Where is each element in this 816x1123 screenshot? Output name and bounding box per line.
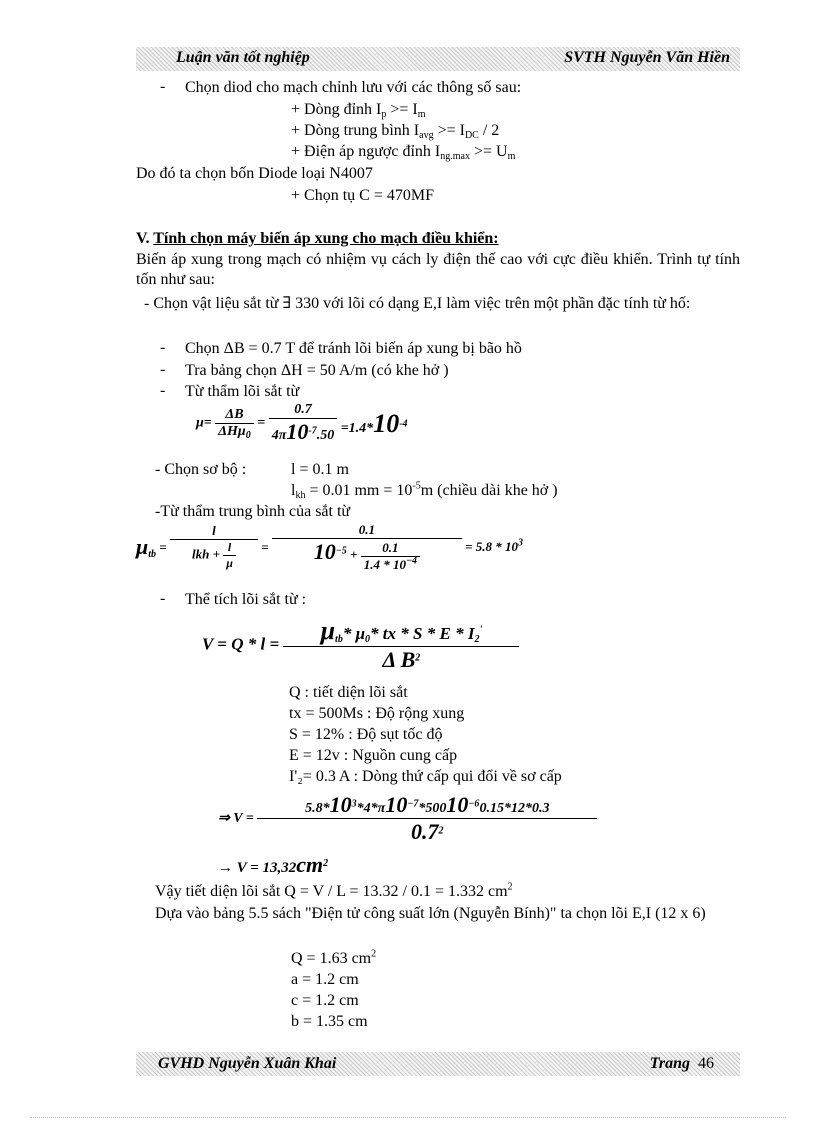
header-student-name: SVTH Nguyễn Văn Hiền [564,49,730,66]
bullet-dash: - [160,361,166,378]
material-paragraph: - Chọn vật liệu sắt từ ∃ 330 với lõi có dạng E,I làm việc trên một phần đặc tính từ hố: [144,295,691,312]
volume-numeric-equation: ⇒ V = $\frac{5.8*10^3*4*\pi 10^{-7}*50010^{-6}0.15*12*0.3}{0.7^2}$ [218,792,597,845]
section-intro-paragraph: Biến áp xung trong mạch có nhiệm vụ cách ly điện thế cao với cực điều khiển. Trình tự tính tốn như sau: [136,251,740,288]
page-footer [136,1052,740,1076]
core-dimension-c: c = 1.2 cm [291,992,359,1009]
section-heading: V. Tính chọn máy biến áp xung cho mạch điều khiển: [136,230,499,247]
core-dimension-a: a = 1.2 cm [291,971,359,988]
diode-criterion-reverse: + Điện áp ngược đỉnh $I_{ng.max} >= U_m$ [291,143,516,162]
core-volume-equation: V = Q * l = $\frac{\mu_{tb}* \mu_0* tx * S * E * I_2'}{\Delta B^2}$ [202,616,519,673]
bullet-dash: - [160,382,166,399]
legend-tx: tx = 500Ms : Độ rộng xung [289,705,465,722]
length-value: l = 0.1 m [291,461,349,478]
diode-choice: Do đó ta chọn bốn Diode loại N4007 [136,165,373,182]
bullet-dash: - [160,339,166,356]
header-thesis-title: Luận văn tốt nghiệp [176,49,310,66]
page-bottom-rule [30,1117,786,1118]
footer-advisor: GVHD Nguyễn Xuân Khai [158,1055,337,1072]
permeability-equation: μ= $\frac{\Delta B}{\Delta H\mu_0}$ = $\frac{0.7}{4\pi 10^{-7}.50}$ $=1.4*10^{-4}$ [196,402,408,444]
core-selection-paragraph: Dựa vào bảng 5.5 sách "Điện tử công suất lớn (Nguyễn Bính)" ta chọn lõi E,I (12 x 6) [155,905,706,922]
footer-page-number: Trang 46 [649,1055,714,1072]
delta-b-choice: Chọn ΔB = 0.7 T để tránh lõi biến áp xung bị bão hồ [185,340,522,357]
diode-criterion-average: + Dòng trung bình $I_{avg} >= I_{DC} / 2$ [291,122,500,141]
core-permeability-label: Từ thẩm lõi sắt từ [185,383,300,400]
legend-i2: I'₂= 0.3 A : Dòng thứ cấp qui đổi về sơ cấp [289,768,562,785]
bullet-dash: - [160,78,166,95]
core-dimension-q: Q = 1.63 $cm^2$ [291,948,377,967]
bullet-dash: - [160,590,166,607]
gap-length-value: $l_{kh} = 0.01$ mm = $10^{-5}m$ (chiều dài khe hở ) [291,480,558,501]
legend-e: E = 12v : Nguồn cung cấp [289,747,458,764]
core-volume-label: Thể tích lõi sắt từ : [185,591,307,608]
diode-criterion-peak: + Dòng đỉnh $I_p >= I_m$ [291,101,426,120]
average-permeability-equation: $\mu_{tb}$ = l lkh + $\frac{l}{\mu}$ = 0.1 $10^{-5}$ + $\frac{0.1}{1.4 * 10^{-4}}$ = $5.8 * 10^3$ [136,522,524,572]
legend-s: S = 12% : Độ sụt tốc độ [289,726,443,743]
volume-result: → $V = 13,32cm^2$ [218,852,329,877]
legend-q: Q : tiết diện lõi sắt [289,684,408,701]
average-permeability-label: -Từ thẩm trung bình của sắt từ [155,503,351,520]
delta-h-choice: Tra bảng chọn ΔH = 50 A/m (có khe hở ) [185,362,449,379]
capacitor-choice: + Chọn tụ C = 470MF [291,187,434,204]
page-header [136,47,740,71]
diode-intro: Chọn diod cho mạch chỉnh lưu với các thông số sau: [185,79,522,96]
cross-section-result: Vậy tiết diện lõi sắt Q = V / L = 13.32 / 0.1 = 1.332 $cm^2$ [155,881,513,900]
core-dimension-b: b = 1.35 cm [291,1013,368,1030]
preliminary-choice-label: - Chọn sơ bộ : [155,461,247,478]
